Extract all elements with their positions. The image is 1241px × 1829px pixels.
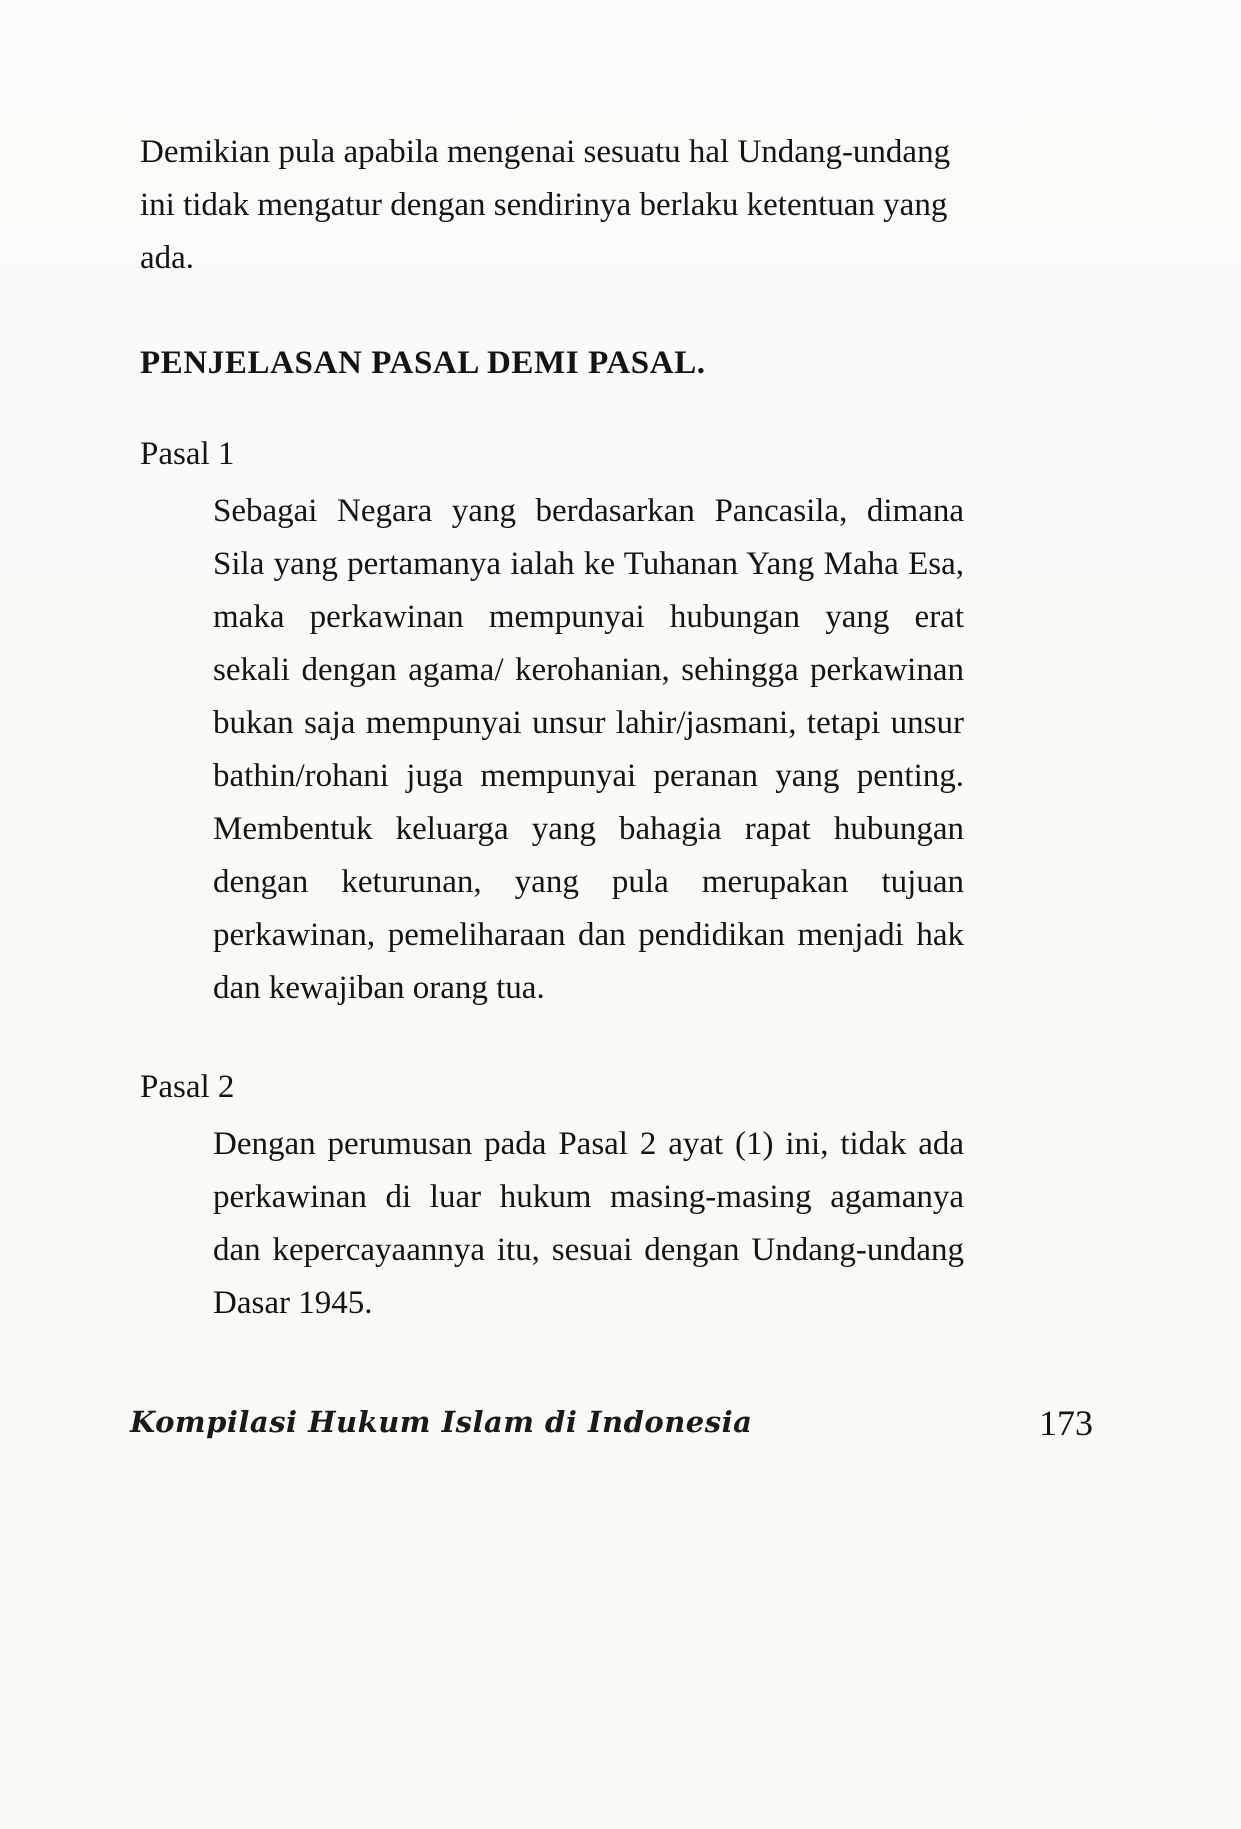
article-pasal-1: [140, 436, 964, 1015]
article-title-pasal-1: Pasal 1: [140, 436, 235, 472]
intro-paragraph: Demikian pula apabila mengenai sesuatu hal Undang-undang ini tidak mengatur dengan sendirinya berlaku ketentuan yang ada.: [140, 134, 951, 276]
article-title-pasal-2: Pasal 2: [140, 1069, 235, 1105]
page-footer: [130, 1405, 955, 1439]
section-heading: PENJELASAN PASAL DEMI PASAL.: [140, 345, 706, 381]
article-body-pasal-1: Sebagai Negara yang berdasarkan Pancasila, dimana Sila yang pertamanya ialah ke Tuhanan Yang Maha Esa, maka perkawinan mempunyai hubungan yang erat sekali dengan agama/ kerohanian, sehingga perkawinan bukan saja mempunyai unsur lahir/jasmani, tetapi unsur bathin/rohani juga mempunyai peranan yang penting. Membentuk keluarga yang bahagia rapat hubungan dengan keturunan, yang pula merupakan tujuan perkawinan, pemeliharaan dan pendidikan menjadi hak dan kewajiban orang tua.: [213, 493, 964, 1006]
article-pasal-2: [140, 1069, 964, 1330]
footer-book-title: Kompilasi Hukum Islam di Indonesia: [130, 1405, 753, 1439]
page-number: 173: [1039, 1403, 1093, 1443]
page-content: [140, 126, 964, 1330]
article-body-pasal-2: Dengan perumusan pada Pasal 2 ayat (1) ini, tidak ada perkawinan di luar hukum masing-masing agamanya dan kepercayaannya itu, sesuai dengan Undang-undang Dasar 1945.: [213, 1126, 964, 1321]
